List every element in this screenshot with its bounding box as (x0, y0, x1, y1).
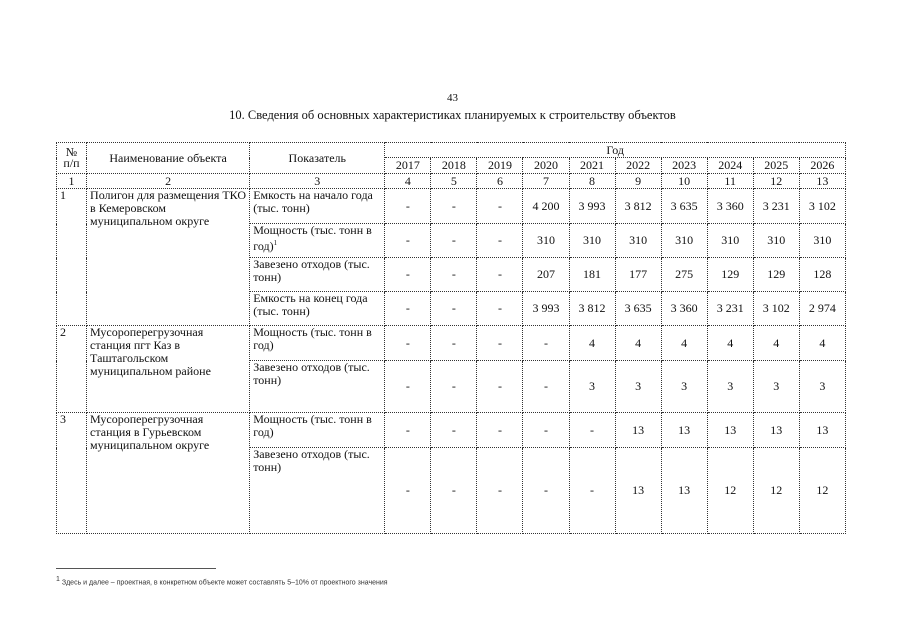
header-num-label: № п/п (63, 145, 80, 170)
value-cell: 3 360 (661, 292, 707, 326)
header-year-cell: 2019 (477, 158, 523, 174)
column-number-cell: 1 (57, 174, 87, 189)
value-cell: - (477, 292, 523, 326)
value-cell: - (431, 189, 477, 224)
object-name: Мусороперегрузочная станция в Гурьевском муниципальном округе (87, 413, 250, 534)
header-year-cell: 2018 (431, 158, 477, 174)
value-cell: 3 812 (615, 189, 661, 224)
value-cell: - (385, 292, 431, 326)
value-cell: 310 (615, 224, 661, 258)
value-cell: - (431, 258, 477, 292)
header-year: Год (385, 143, 846, 158)
indicator-label: Мощность (тыс. тонн в год) (253, 325, 372, 352)
header-year-cell: 2020 (523, 158, 569, 174)
header-year-cell: 2024 (707, 158, 753, 174)
value-cell: 3 993 (569, 189, 615, 224)
indicator-cell (250, 292, 385, 326)
value-cell: - (477, 326, 523, 361)
footnote-text: Здесь и далее – проектная, в конкретном объекте может составлять 5–10% от проектного значения (61, 579, 388, 587)
value-cell: - (477, 448, 523, 534)
footnote-ref: 1 (273, 239, 278, 247)
column-number-cell: 6 (477, 174, 523, 189)
indicator-label: Завезено отходов (тыс. тонн) (253, 447, 370, 474)
indicator-cell (250, 448, 385, 534)
value-cell: 3 102 (753, 292, 799, 326)
column-number-cell: 3 (250, 174, 385, 189)
footnote-marker: 1 (56, 576, 60, 583)
value-cell: - (385, 448, 431, 534)
value-cell: - (569, 448, 615, 534)
value-cell: - (385, 189, 431, 224)
indicator-label: Мощность (тыс. тонн в год) (253, 223, 372, 253)
value-cell: 3 231 (707, 292, 753, 326)
value-cell: 3 231 (753, 189, 799, 224)
value-cell: 4 (661, 326, 707, 361)
column-number-cell: 11 (707, 174, 753, 189)
value-cell: - (523, 326, 569, 361)
header-name: Наименование объекта (87, 143, 250, 174)
value-cell: 3 993 (523, 292, 569, 326)
objects-table (56, 142, 846, 534)
value-cell: 181 (569, 258, 615, 292)
indicator-cell (250, 326, 385, 361)
value-cell: 3 635 (661, 189, 707, 224)
object-number: 1 (57, 189, 87, 326)
indicator-cell (250, 413, 385, 448)
value-cell: - (431, 413, 477, 448)
object-number: 3 (57, 413, 87, 534)
value-cell: 13 (799, 413, 845, 448)
column-number-cell: 2 (87, 174, 250, 189)
table-title: 10. Сведения об основных характеристиках планируемых к строительству объектов (229, 108, 676, 122)
column-number-cell: 10 (661, 174, 707, 189)
value-cell: 13 (661, 413, 707, 448)
value-cell: 4 (799, 326, 845, 361)
indicator-label: Завезено отходов (тыс. тонн) (253, 360, 370, 387)
indicator-label: Завезено отходов (тыс. тонн) (253, 257, 370, 284)
value-cell: - (523, 361, 569, 413)
value-cell: 3 360 (707, 189, 753, 224)
value-cell: 4 (707, 326, 753, 361)
header-year-cell: 2026 (799, 158, 845, 174)
column-number-cell: 5 (431, 174, 477, 189)
object-number: 2 (57, 326, 87, 413)
value-cell: - (431, 448, 477, 534)
footnote-rule (56, 568, 216, 569)
header-indicator: Показатель (250, 143, 385, 174)
header-year-cell: 2021 (569, 158, 615, 174)
indicator-label: Емкость на начало года (тыс. тонн) (253, 188, 373, 215)
value-cell: 12 (753, 448, 799, 534)
table-row (57, 189, 846, 224)
column-number-cell: 8 (569, 174, 615, 189)
footnote (56, 576, 388, 586)
object-name: Полигон для размещения ТКО в Кемеровском муниципальном округе (87, 189, 250, 326)
value-cell: 3 (753, 361, 799, 413)
value-cell: 310 (799, 224, 845, 258)
column-number-cell: 13 (799, 174, 845, 189)
value-cell: - (431, 292, 477, 326)
value-cell: - (569, 413, 615, 448)
value-cell: - (385, 258, 431, 292)
table-body (57, 189, 846, 534)
value-cell: 129 (707, 258, 753, 292)
value-cell: 4 200 (523, 189, 569, 224)
value-cell: 310 (753, 224, 799, 258)
value-cell: - (385, 413, 431, 448)
value-cell: 13 (753, 413, 799, 448)
value-cell: 3 102 (799, 189, 845, 224)
value-cell: - (477, 361, 523, 413)
header-year-cell: 2017 (385, 158, 431, 174)
value-cell: - (477, 413, 523, 448)
value-cell: - (477, 189, 523, 224)
value-cell: - (523, 448, 569, 534)
column-number-cell: 9 (615, 174, 661, 189)
value-cell: 129 (753, 258, 799, 292)
column-number-cell: 4 (385, 174, 431, 189)
value-cell: 2 974 (799, 292, 845, 326)
value-cell: 3 (569, 361, 615, 413)
header-year-cell: 2022 (615, 158, 661, 174)
value-cell: 207 (523, 258, 569, 292)
value-cell: - (385, 361, 431, 413)
value-cell: - (385, 224, 431, 258)
indicator-cell (250, 258, 385, 292)
value-cell: 13 (615, 448, 661, 534)
value-cell: 310 (707, 224, 753, 258)
value-cell: - (523, 413, 569, 448)
value-cell: 3 (799, 361, 845, 413)
value-cell: 12 (799, 448, 845, 534)
value-cell: - (431, 224, 477, 258)
value-cell: - (431, 326, 477, 361)
value-cell: 4 (753, 326, 799, 361)
indicator-cell (250, 189, 385, 224)
column-number-cell: 7 (523, 174, 569, 189)
value-cell: 13 (615, 413, 661, 448)
header-year-cell: 2025 (753, 158, 799, 174)
table-row (57, 326, 846, 361)
object-name: Мусороперегрузочная станция пгт Каз в Таштагольском муниципальном районе (87, 326, 250, 413)
column-numbers-row (57, 174, 846, 189)
indicator-cell (250, 361, 385, 413)
column-number-cell: 12 (753, 174, 799, 189)
value-cell: 3 (615, 361, 661, 413)
value-cell: 128 (799, 258, 845, 292)
value-cell: 310 (569, 224, 615, 258)
header-year-cell: 2023 (661, 158, 707, 174)
value-cell: 3 812 (569, 292, 615, 326)
value-cell: 3 (661, 361, 707, 413)
value-cell: 13 (707, 413, 753, 448)
value-cell: - (477, 258, 523, 292)
value-cell: 13 (661, 448, 707, 534)
value-cell: 310 (523, 224, 569, 258)
value-cell: - (431, 361, 477, 413)
indicator-cell (250, 224, 385, 258)
page-number: 43 (447, 92, 458, 104)
indicator-label: Емкость на конец года (тыс. тонн) (253, 291, 368, 318)
value-cell: 177 (615, 258, 661, 292)
header-num (57, 143, 87, 174)
value-cell: 3 635 (615, 292, 661, 326)
value-cell: 4 (569, 326, 615, 361)
table-row (57, 413, 846, 448)
value-cell: 3 (707, 361, 753, 413)
value-cell: 275 (661, 258, 707, 292)
indicator-label: Мощность (тыс. тонн в год) (253, 412, 372, 439)
value-cell: 310 (661, 224, 707, 258)
value-cell: 4 (615, 326, 661, 361)
value-cell: - (385, 326, 431, 361)
table-header (57, 143, 846, 189)
value-cell: 12 (707, 448, 753, 534)
value-cell: - (477, 224, 523, 258)
